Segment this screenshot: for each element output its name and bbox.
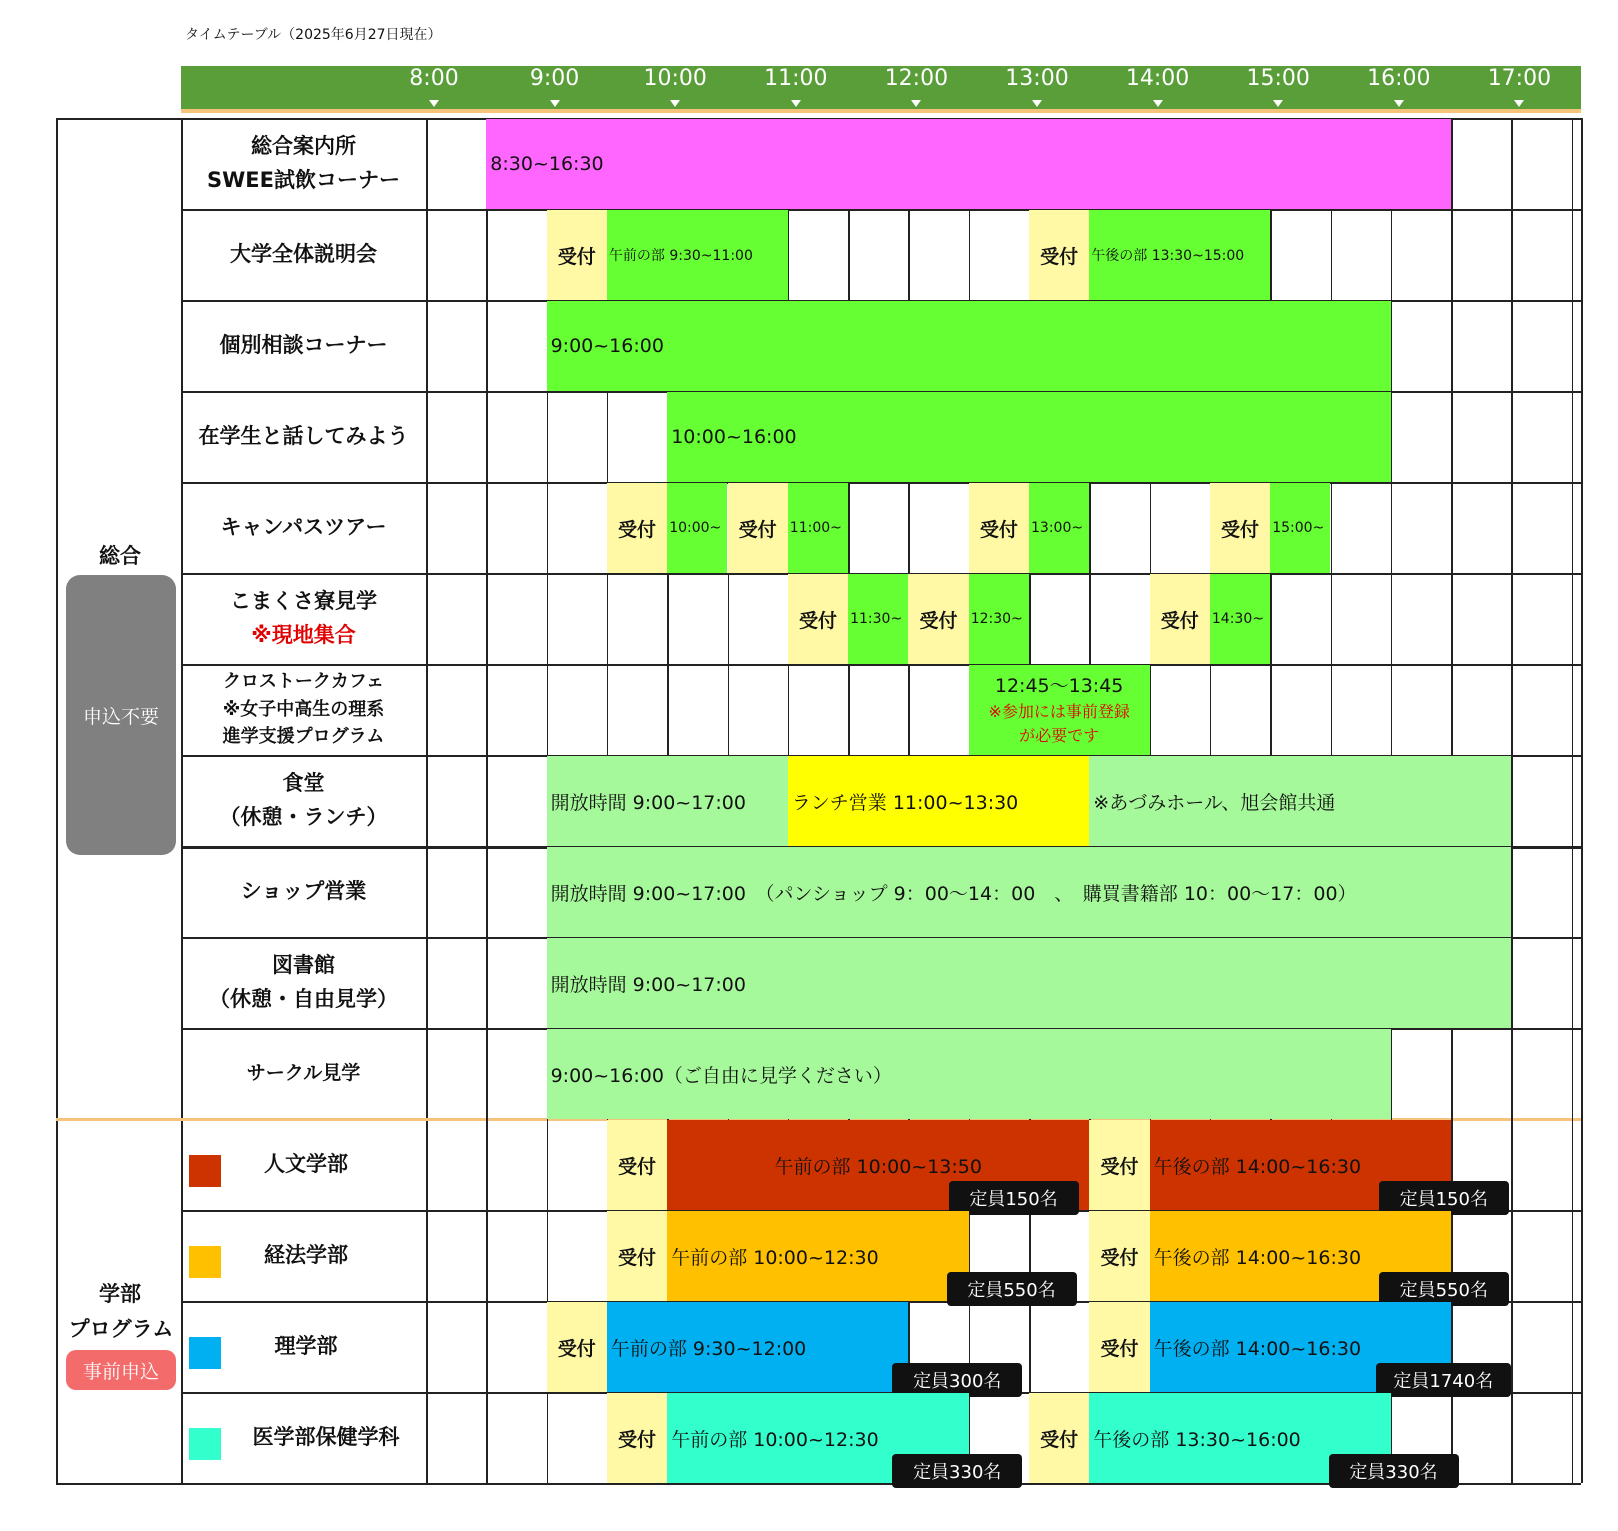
- time-tick-label: 10:00: [643, 66, 707, 91]
- reception-cell: 受付: [728, 483, 788, 573]
- row-label-science: 理学部: [274, 1333, 338, 1358]
- row-label-library-1: 図書館: [272, 952, 335, 977]
- time-tick-marker: [1394, 100, 1404, 107]
- capacity-label: 定員1740名: [1376, 1363, 1511, 1397]
- reception-cell: 受付: [607, 1211, 667, 1301]
- reception-cell: 受付: [1210, 483, 1270, 573]
- grid-col-line: [1511, 118, 1513, 1483]
- row-label-cafe: [181, 664, 426, 755]
- category-general-badge: 申込不要: [66, 575, 176, 855]
- label-col-right-line: [426, 118, 428, 1483]
- reception-cell: 受付: [607, 1120, 667, 1210]
- row-label-cafeteria-2: （休憩・ランチ）: [219, 804, 388, 829]
- row-label-humanities: 人文学部: [264, 1151, 348, 1176]
- time-tick-marker: [1032, 100, 1042, 107]
- reception-cell: 受付: [1089, 1211, 1149, 1301]
- row-label-cafe-2: ※女子中高生の理系: [222, 698, 385, 720]
- humanities-pm-bar: 午後の部 14:00~16:30: [1150, 1120, 1452, 1210]
- swatch-econlaw: [189, 1246, 221, 1278]
- grid-col-line: [1572, 118, 1574, 1483]
- circle-bar: 9:00~16:00（ご自由に見学ください）: [547, 1029, 1391, 1119]
- row-label-circle: サークル見学: [246, 1062, 361, 1085]
- row-label-briefing: 大学全体説明会: [230, 241, 377, 266]
- time-tick-label: 11:00: [764, 66, 828, 91]
- science-am-bar: 午前の部 9:30~12:00: [607, 1302, 909, 1392]
- swatch-humanities: [189, 1155, 221, 1187]
- health-am-bar: 午前の部 10:00~12:30: [667, 1393, 969, 1483]
- time-tick-label: 9:00: [529, 66, 580, 91]
- category-faculty-badge: 事前申込: [66, 1350, 176, 1390]
- cafe-note-2: が必要です: [1019, 726, 1100, 746]
- time-tick-marker: [1273, 100, 1283, 107]
- grid-left-line: [56, 118, 58, 1483]
- time-tick-label: 16:00: [1367, 66, 1431, 91]
- time-tick-marker: [1514, 100, 1524, 107]
- grid-col-line: [486, 118, 488, 1483]
- time-tick-marker: [911, 100, 921, 107]
- tour-slot: 11:00~: [788, 483, 848, 573]
- econlaw-am-bar: 午前の部 10:00~12:30: [667, 1211, 969, 1301]
- time-tick-marker: [429, 100, 439, 107]
- capacity-label: 定員330名: [892, 1454, 1022, 1488]
- row-label-econlaw: 経法学部: [264, 1242, 348, 1267]
- time-tick-marker: [670, 100, 680, 107]
- category-general-label: 総合: [99, 544, 141, 568]
- tour-slot: 13:00~: [1029, 483, 1089, 573]
- category-faculty-label-2: プログラム: [68, 1317, 174, 1341]
- time-tick-marker: [791, 100, 801, 107]
- capacity-label: 定員150名: [949, 1181, 1079, 1215]
- reception-cell: 受付: [1089, 1302, 1149, 1392]
- briefing-pm-bar: 午後の部 13:30~15:00: [1089, 210, 1270, 300]
- row-label-info-2: SWEE試飲コーナー: [207, 167, 400, 192]
- row-label-shop: ショップ営業: [240, 878, 367, 903]
- reception-cell: 受付: [788, 574, 848, 664]
- reception-cell: 受付: [1089, 1120, 1149, 1210]
- tour-slot: 10:00~: [667, 483, 727, 573]
- capacity-label: 定員550名: [947, 1272, 1077, 1306]
- row-label-dorm-2: ※現地集合: [251, 622, 356, 647]
- row-label-students: 在学生と話してみよう: [198, 423, 409, 448]
- dorm-slot: 14:30~: [1210, 574, 1270, 664]
- cafeteria-open-bar: 開放時間 9:00~17:00: [547, 756, 788, 846]
- row-label-dorm-1: こまくさ寮見学: [230, 588, 377, 613]
- health-pm-bar: 午後の部 13:30~16:00: [1089, 1393, 1391, 1483]
- row-label-library: [181, 937, 426, 1028]
- humanities-am-bar: 午前の部 10:00~13:50: [667, 1120, 1089, 1210]
- tour-slot: 15:00~: [1270, 483, 1330, 573]
- row-label-cafeteria-1: 食堂: [282, 770, 325, 795]
- library-bar: 開放時間 9:00~17:00: [547, 938, 1512, 1028]
- capacity-label: 定員300名: [892, 1363, 1022, 1397]
- reception-cell: 受付: [969, 483, 1029, 573]
- time-tick-label: 13:00: [1005, 66, 1069, 91]
- capacity-label: 定員330名: [1329, 1454, 1459, 1488]
- grid-right-line: [1581, 118, 1583, 1483]
- time-tick-label: 12:00: [884, 66, 949, 91]
- briefing-am-bar: 午前の部 9:30~11:00: [607, 210, 788, 300]
- row-label-library-2: （休憩・自由見学）: [209, 986, 398, 1011]
- reception-cell: 受付: [1029, 210, 1089, 300]
- doc-title: タイムテーブル（2025年6月27日現在）: [185, 27, 442, 43]
- dorm-slot: 12:30~: [969, 574, 1029, 664]
- time-tick-label: 17:00: [1487, 66, 1552, 91]
- time-tick-label: 8:00: [409, 66, 459, 91]
- dorm-slot: 11:30~: [848, 574, 908, 664]
- science-pm-bar: 午後の部 14:00~16:30: [1150, 1302, 1452, 1392]
- time-tick-label: 15:00: [1246, 66, 1310, 91]
- capacity-label: 定員550名: [1379, 1272, 1509, 1306]
- reception-cell: 受付: [547, 1302, 607, 1392]
- row-label-info-1: 総合案内所: [251, 133, 356, 158]
- reception-cell: 受付: [547, 210, 607, 300]
- time-header: [181, 66, 1581, 113]
- consult-bar: 9:00~16:00: [547, 301, 1391, 391]
- cafe-bar: [969, 665, 1150, 755]
- time-tick-marker: [1153, 100, 1163, 107]
- reception-cell: 受付: [908, 574, 968, 664]
- cafeteria-lunch-bar: ランチ営業 11:00~13:30: [788, 756, 1090, 846]
- cafe-note-1: ※参加には事前登録: [988, 702, 1130, 722]
- reception-cell: 受付: [607, 1393, 667, 1483]
- econlaw-pm-bar: 午後の部 14:00~16:30: [1150, 1211, 1452, 1301]
- info-bar: 8:30~16:30: [486, 119, 1451, 209]
- category-faculty-label-1: 学部: [99, 1282, 141, 1306]
- swatch-science: [189, 1337, 221, 1369]
- shop-bar: 開放時間 9:00~17:00 （パンショップ 9：00～14：00 、 購買書籍部 10：00～17：00）: [547, 847, 1512, 937]
- reception-cell: 受付: [1150, 574, 1210, 664]
- row-label-health: 医学部保健学科: [252, 1424, 400, 1449]
- time-tick-label: 14:00: [1125, 66, 1190, 91]
- row-label-cafe-3: 進学支援プログラム: [222, 726, 385, 748]
- row-label-tour: キャンパスツアー: [220, 514, 387, 539]
- row-label-dorm: [181, 573, 426, 664]
- row-label-cafeteria: [181, 755, 426, 846]
- cafeteria-note-bar: ※あづみホール、旭会館共通: [1089, 756, 1511, 846]
- row-label-consult: 個別相談コーナー: [219, 332, 388, 357]
- time-tick-marker: [550, 100, 560, 107]
- cafe-time: 12:45～13:45: [994, 674, 1124, 697]
- row-label-info: [181, 118, 426, 209]
- reception-cell: 受付: [1029, 1393, 1089, 1483]
- students-bar: 10:00~16:00: [667, 392, 1391, 482]
- row-label-cafe-1: クロストークカフェ: [222, 670, 385, 692]
- swatch-health: [189, 1428, 221, 1460]
- reception-cell: 受付: [607, 483, 667, 573]
- capacity-label: 定員150名: [1379, 1181, 1509, 1215]
